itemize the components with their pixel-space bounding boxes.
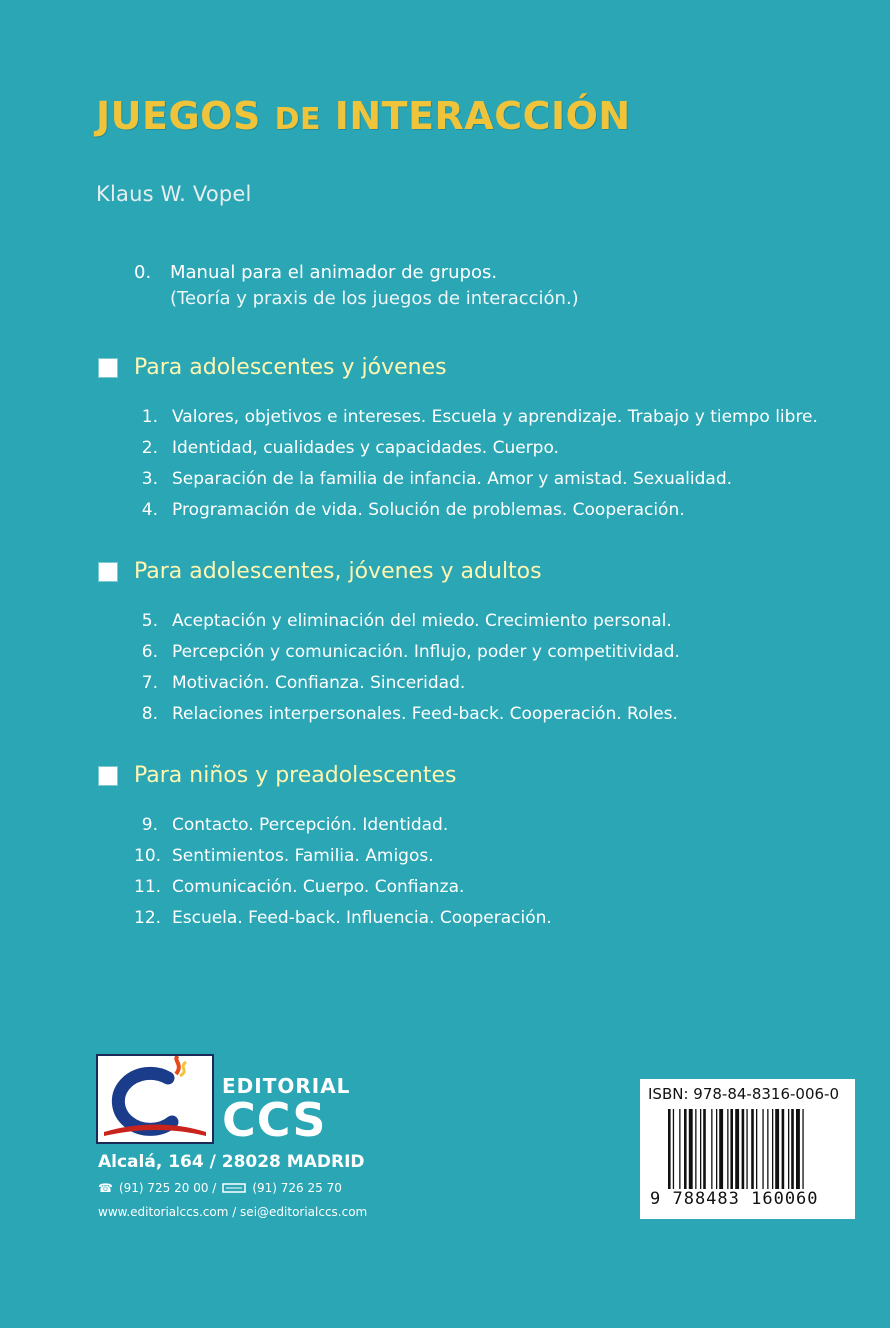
list-item	[134, 841, 552, 872]
item-text: Identidad, cualidades y capacidades. Cuerpo.	[172, 438, 559, 458]
checkbox-square-icon	[98, 562, 118, 582]
isbn-text: ISBN: 978-84-8316-006-0	[648, 1085, 839, 1103]
item-text: Relaciones interpersonales. Feed-back. Cooperación. Roles.	[172, 704, 678, 724]
item-text: Valores, objetivos e intereses. Escuela y aprendizaje. Trabajo y tiempo libre.	[172, 407, 818, 427]
list-item	[134, 699, 680, 730]
item-number: 2.	[141, 438, 158, 458]
list-item	[134, 903, 552, 934]
publisher-line-2: CCS	[222, 1093, 327, 1147]
list-item	[134, 637, 680, 668]
list-item	[134, 668, 680, 699]
phone-icon: ☎	[98, 1181, 113, 1195]
item-number: 5.	[141, 611, 158, 631]
item-text: Contacto. Percepción. Identidad.	[172, 815, 449, 835]
list-item	[134, 433, 818, 464]
intro-line-1: Manual para el animador de grupos.	[170, 262, 498, 283]
intro-line-2: (Teoría y praxis de los juegos de interacción.)	[170, 288, 579, 309]
intro-volume	[134, 260, 579, 312]
list-item	[134, 402, 818, 433]
item-number: 7.	[141, 673, 158, 693]
section-title: Para niños y preadolescentes	[134, 763, 457, 788]
item-text: Escuela. Feed-back. Influencia. Cooperación.	[172, 908, 552, 928]
section-adolescentes-jovenes	[98, 355, 818, 526]
list-item	[134, 606, 680, 637]
fax-number: (91) 726 25 70	[252, 1181, 342, 1195]
item-number: 1.	[141, 407, 158, 427]
title-word-1: JUEGOS	[96, 94, 261, 138]
item-text: Comunicación. Cuerpo. Confianza.	[172, 877, 465, 897]
list-item	[134, 872, 552, 903]
item-number: 9.	[141, 815, 158, 835]
barcode-icon	[668, 1109, 848, 1189]
publisher-logo	[96, 1054, 214, 1144]
item-number: 8.	[141, 704, 158, 724]
item-text: Aceptación y eliminación del miedo. Crecimiento personal.	[172, 611, 672, 631]
list-item	[134, 810, 552, 841]
section-title: Para adolescentes, jóvenes y adultos	[134, 559, 542, 584]
item-text: Percepción y comunicación. Influjo, poder y competitividad.	[172, 642, 680, 662]
item-number: 3.	[141, 469, 158, 489]
intro-number: 0.	[134, 262, 152, 283]
author-name: Klaus W. Vopel	[96, 182, 252, 206]
barcode-label	[640, 1079, 855, 1219]
phone-number: (91) 725 20 00 /	[118, 1181, 217, 1195]
item-text: Sentimientos. Familia. Amigos.	[172, 846, 434, 866]
title-word-2: DE	[274, 102, 321, 137]
checkbox-square-icon	[98, 358, 118, 378]
item-text: Separación de la familia de infancia. Amor y amistad. Sexualidad.	[172, 469, 733, 489]
publisher-line-1: EDITORIAL	[222, 1074, 351, 1098]
section-title: Para adolescentes y jóvenes	[134, 355, 447, 380]
list-item	[134, 464, 818, 495]
ccs-logo-icon	[98, 1056, 212, 1142]
title-word-3: INTERACCIÓN	[334, 94, 631, 138]
item-number: 6.	[141, 642, 158, 662]
item-number: 4.	[141, 500, 158, 520]
contact-phones	[98, 1181, 342, 1195]
item-number: 11.	[134, 877, 162, 897]
item-number: 10.	[134, 846, 162, 866]
publisher-name	[222, 1074, 351, 1147]
checkbox-square-icon	[98, 766, 118, 786]
book-title	[96, 94, 631, 138]
fax-icon	[222, 1183, 246, 1193]
publisher-web: www.editorialccs.com / sei@editorialccs.com	[98, 1205, 368, 1219]
item-text: Motivación. Confianza. Sinceridad.	[172, 673, 466, 693]
section-ninos-preadolescentes	[98, 763, 552, 934]
barcode-number: 9 788483 160060	[650, 1189, 819, 1209]
list-item	[134, 495, 818, 526]
item-number: 12.	[134, 908, 162, 928]
item-text: Programación de vida. Solución de problemas. Cooperación.	[172, 500, 685, 520]
publisher-address: Alcalá, 164 / 28028 MADRID	[98, 1152, 365, 1172]
section-adolescentes-jovenes-adultos	[98, 559, 680, 730]
